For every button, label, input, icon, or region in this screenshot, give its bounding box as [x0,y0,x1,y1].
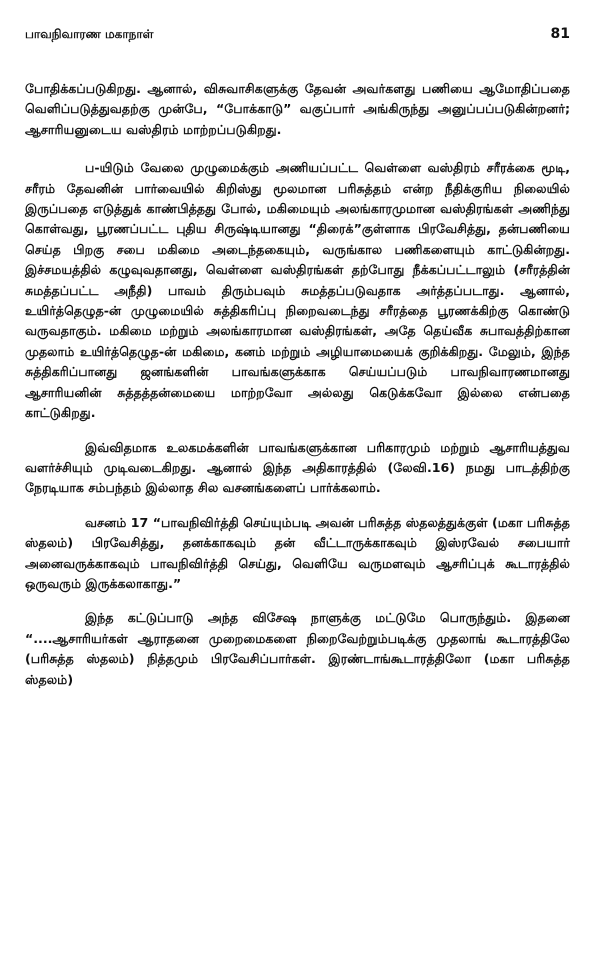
paragraph-1: போதிக்கப்படுகிறது. ஆனால், விசுவாசிகளுக்கு தேவன் அவர்களது பணியை ஆமோதிப்பதை வெளிப்படுத்துவதற்கு முன்பே, “போக்காடு” வகுப்பார் அங்கிருந்து அனுப்பப்படுகின்றனர்; ஆசாரியனுடைய வஸ்திரம் மாற்றப்படுகிறது. [25,81,570,137]
paragraph-2: ப-யிடும் வேலை முழுமைக்கும் அணியப்பட்ட வெள்ளை வஸ்திரம் சரீரக்கை மூடி, சரீரம் தேவனின் பார்வையில் கிறிஸ்து மூலமான பரிசுத்தம் என்ற நீதிக்குரிய நிலையில் இருப்பதை எடுத்துக் காண்பித்தது போல், மகிமையும் அலங்காரமுமான வஸ்திரங்கள் அணிந்து கொள்வது, பூரணப்பட்ட புதிய சிருஷ்டியானது “திரைக்”குள்ளாக பிரவேசித்து, தன்பணியை செய்த பிறகு சபை மகிமை அடைந்தகையும், வருங்கால பணிகளையும் காட்டுகின்றது. இச்சமயத்தில் கழுவுவதானது, வெள்ளை வஸ்திரங்கள் தற்போது நீக்கப்பட்டாலும் (சரீரத்தின் சுமத்தப்பட்ட அநீதி) பாவம் திரும்பவும் சுமத்தப்படுவதாக அர்த்தப்படாது. ஆனால், உயிர்த்தெழுத-ன் முழுமையில் சுத்திகரிப்பு நிறைவடைந்து சரீரத்தை பூரணக்கிற்கு கொண்டு வருவதாகும். மகிமை மற்றும் அலங்காரமான வஸ்திரங்கள், அதே தெய்வீக சுபாவத்திற்கான முதலாம் உயிர்த்தெழுத-ன் மகிமை, கனம் மற்றும் அழியாமையைக் குறிக்கிறது. மேலும், இந்த சுத்திகரிப்பானது ஜனங்களின் பாவங்களுக்காக செய்யப்படும் பாவநிவாரணமானது ஆசாரியனின் சுத்தத்தன்மையை மாற்றவோ அல்லது கெடுக்கவோ இல்லை என்பதை காட்டுகிறது. [25,160,570,421]
paragraph-5: இந்த கட்டுப்பாடு அந்த விசேஷ நாளுக்கு மட்டுமே பொருந்தும். இதனை “....ஆசாரியர்கள் ஆராதனை முறைமைகளை நிறைவேற்றும்படிக்கு முதலாங் கூடாரத்திலே (பரிசுத்த ஸ்தலம்) நித்தமும் பிரவேசிப்பார்கள். இரண்டாங்கூடாரத்திலோ (மகா பரிசுத்த ஸ்தலம்) [25,610,570,687]
paragraph-4: வசனம் 17 “பாவநிவிர்த்தி செய்யும்படி அவன் பரிசுத்த ஸ்தலத்துக்குள் (மகா பரிசுத்த ஸ்தலம்) பிரவேசித்து, தனக்காகவும் தன் வீட்டாருக்காகவும் இஸ்ரவேல் சபையார் அனைவருக்காகவும் பாவநிவிர்த்தி செய்து, வெளியே வருமளவும் ஆசரிப்புக் கூடாரத்தில் ஒருவரும் இருக்கலாகாது.” [25,514,570,591]
page-number: 81 [550,26,570,42]
page-header [25,26,570,43]
paragraph-3: இவ்விதமாக உலகமக்களின் பாவங்களுக்கான பரிகாரமும் மற்றும் ஆசாரியத்துவ வளர்ச்சியும் முடிவடைகிறது. ஆனால் இந்த அதிகாரத்தில் (லேவி.16) நமது பாடத்திற்கு நேரடியாக சம்பந்தம் இல்லாத சில வசனங்களைப் பார்க்கலாம். [25,439,570,496]
running-title: பாவநிவாரண மகாநாள் [25,27,154,41]
